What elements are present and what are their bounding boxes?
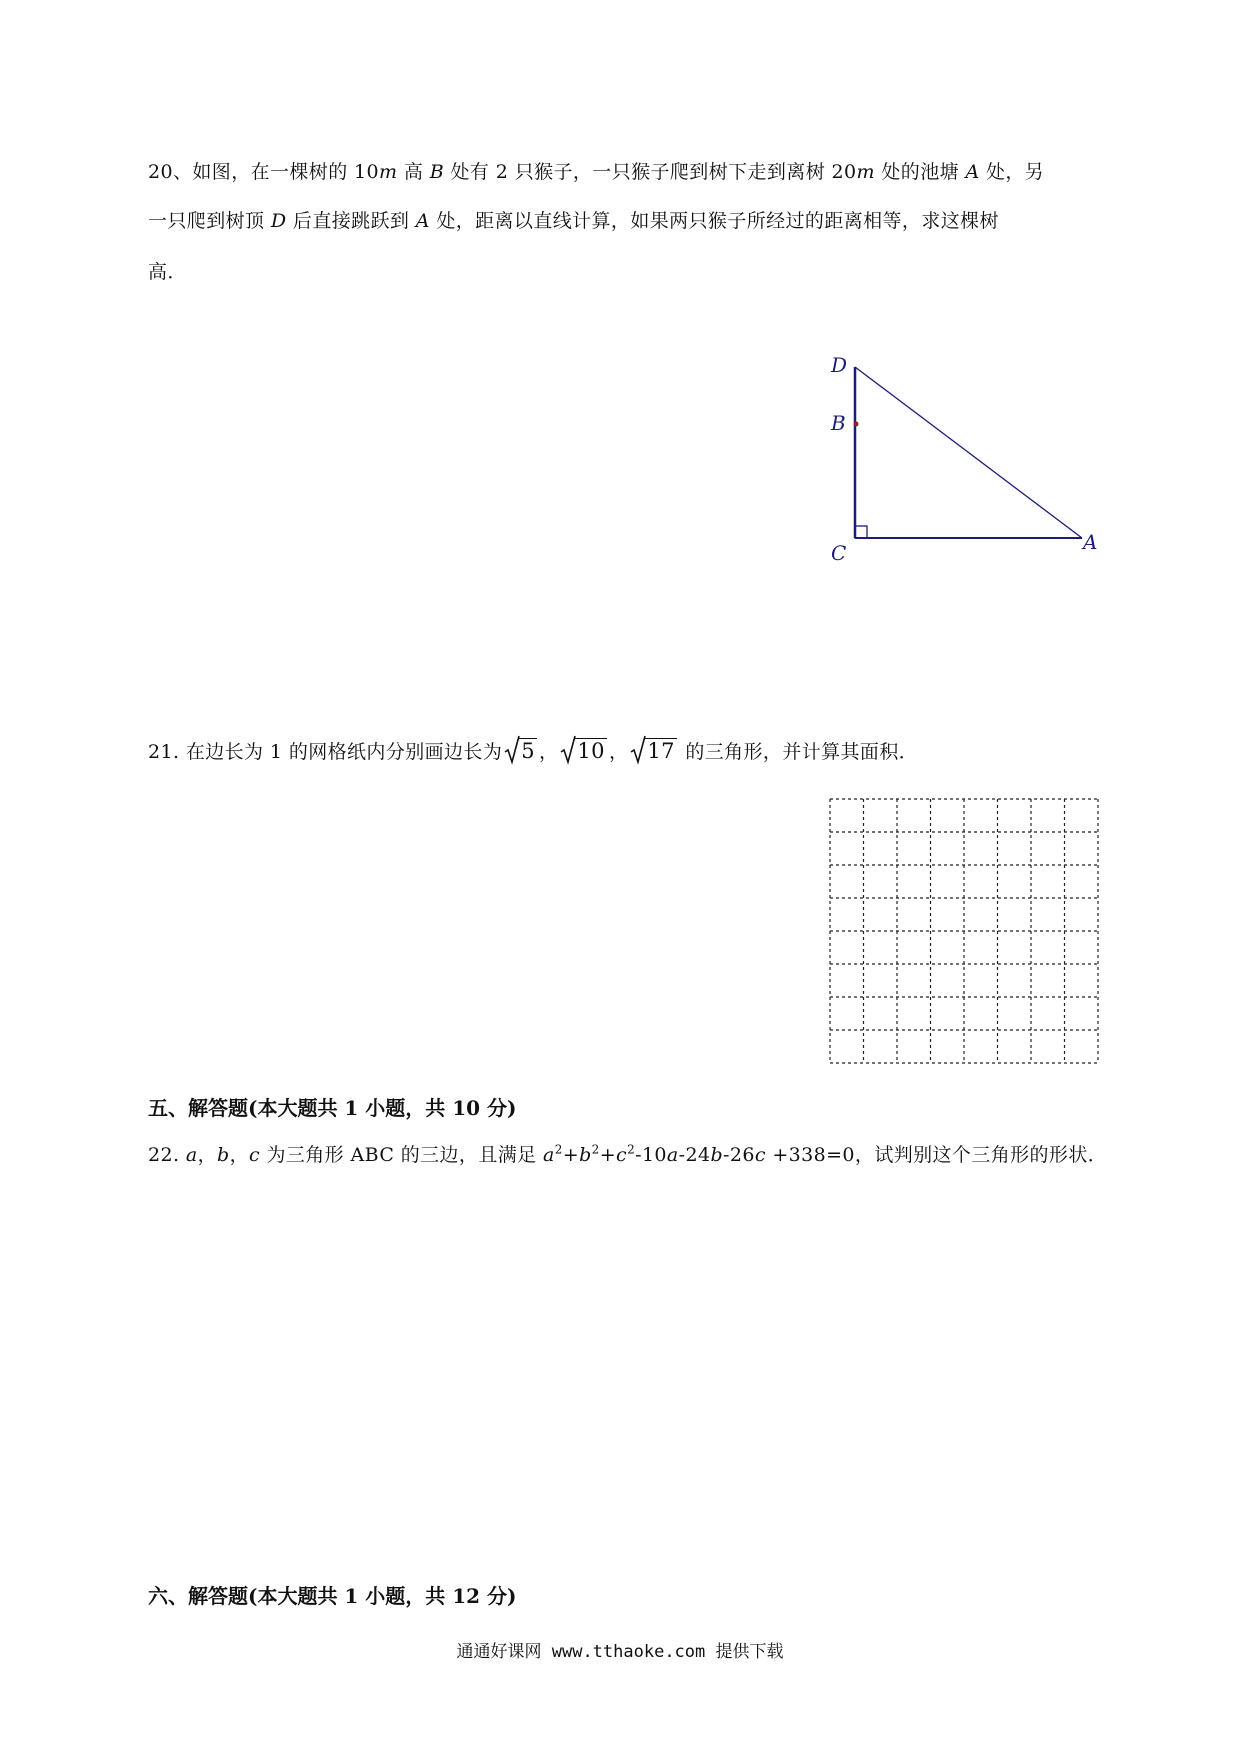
q20-line-3: 高．: [148, 261, 187, 283]
equation: $a^2+b^2+c^2-10a-24b-26c +338=0$: [542, 1142, 855, 1166]
point-b: [854, 422, 859, 427]
label-d: D: [831, 353, 848, 377]
section-6-heading: 六、解答题(本大题共 1 小题，共 12 分): [148, 1584, 517, 1608]
label-b: B: [831, 411, 846, 435]
segment-da: [855, 367, 1082, 538]
question-22: 22. a，b，c 为三角形 ABC 的三边，且满足 $a^2+b^2+c^2-10a-24b-26c +338=0$，试判别这个三角形的形状．: [148, 1142, 1108, 1166]
label-c: C: [831, 541, 847, 565]
grid-paper: [826, 795, 1102, 1067]
sqrt-10: 10: [560, 738, 607, 767]
label-a: A: [1083, 530, 1098, 554]
question-20: [148, 158, 1098, 288]
section-5-heading: 五、解答题(本大题共 1 小题，共 10 分): [148, 1096, 517, 1120]
q20-line-1: 20、如图，在一棵树的 10m 高 B 处有 2 只猴子，一只猴子爬到树下走到离树 20m 处的池塘 A 处，另: [148, 161, 1045, 183]
right-angle-mark: [855, 526, 867, 538]
triangle-figure: [820, 345, 1120, 575]
sqrt-5: 5: [504, 738, 537, 767]
question-21: 21. 在边长为 1 的网格纸内分别画边长为 5 ， 10 ， 17 的三角形，并计算其面积．: [148, 738, 918, 767]
footer-text: 通通好课网 www.tthaoke.com 提供下载: [456, 1642, 784, 1662]
sqrt-17: 17: [630, 738, 677, 767]
q20-line-2: 一只爬到树顶 D 后直接跳跃到 A 处，距离以直线计算，如果两只猴子所经过的距离相等，求这棵树: [148, 210, 999, 232]
